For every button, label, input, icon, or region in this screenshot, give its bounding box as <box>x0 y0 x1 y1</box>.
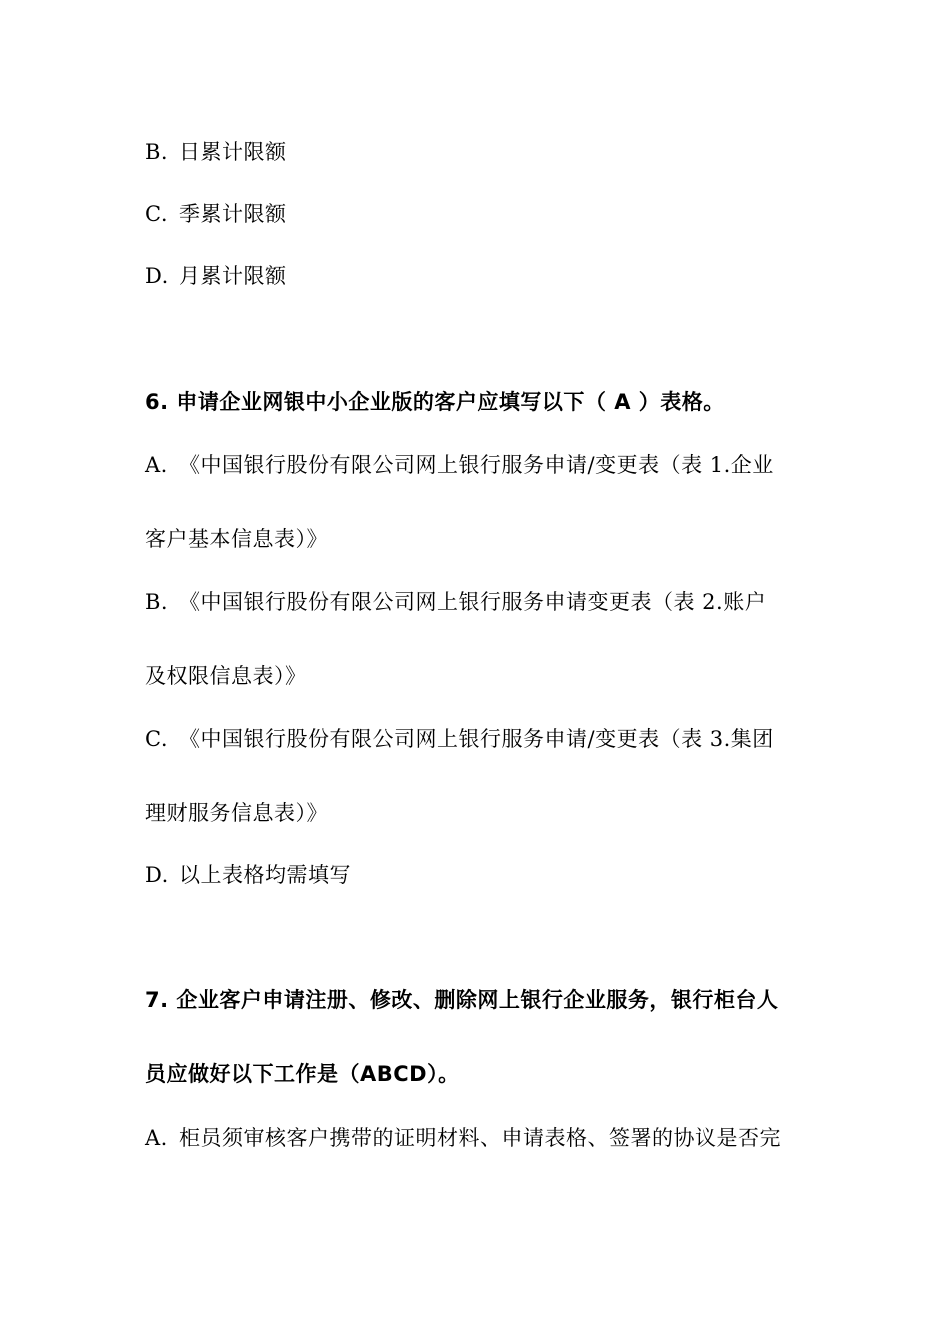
option-text: 柜员须审核客户携带的证明材料、申请表格、签署的协议是否完 <box>179 1126 781 1150</box>
question-7-stem-line1: 7. 企业客户申请注册、修改、删除网上银行企业服务，银行柜台人 <box>145 988 779 1012</box>
question-7-option-a <box>145 1124 781 1152</box>
option-text: 日累计限额 <box>179 140 287 164</box>
option-letter: C. <box>145 202 168 226</box>
option-text: 《中国银行股份有限公司网上银行服务申请/变更表（表 1.企业 <box>179 453 774 477</box>
option-b-prev <box>145 138 287 166</box>
question-6-stem: 6. 申请企业网银中小企业版的客户应填写以下（ A ）表格。 <box>145 390 725 414</box>
option-c-prev <box>145 200 287 228</box>
option-letter: A. <box>145 1126 168 1150</box>
question-6-option-a-cont: 客户基本信息表）》 <box>145 527 328 551</box>
question-6-option-b <box>145 588 766 616</box>
option-text: 《中国银行股份有限公司网上银行服务申请变更表（表 2.账户 <box>179 590 767 614</box>
option-letter: A. <box>145 453 168 477</box>
question-6-option-c-cont: 理财服务信息表）》 <box>145 801 328 825</box>
option-letter: D. <box>145 863 169 887</box>
option-letter: D. <box>145 264 169 288</box>
option-text: 季累计限额 <box>179 202 287 226</box>
option-text: 月累计限额 <box>179 264 287 288</box>
option-letter: B. <box>145 140 169 164</box>
option-d-prev <box>145 262 287 290</box>
question-6-option-b-cont: 及权限信息表）》 <box>145 664 307 688</box>
option-text: 以上表格均需填写 <box>179 863 351 887</box>
option-letter: B. <box>145 590 169 614</box>
question-7-stem-line2: 员应做好以下工作是（ABCD）。 <box>145 1062 460 1086</box>
question-6-option-d <box>145 861 351 889</box>
option-letter: C. <box>145 727 168 751</box>
question-6-option-c <box>145 725 774 753</box>
question-6-option-a <box>145 451 774 479</box>
option-text: 《中国银行股份有限公司网上银行服务申请/变更表（表 3.集团 <box>179 727 774 751</box>
